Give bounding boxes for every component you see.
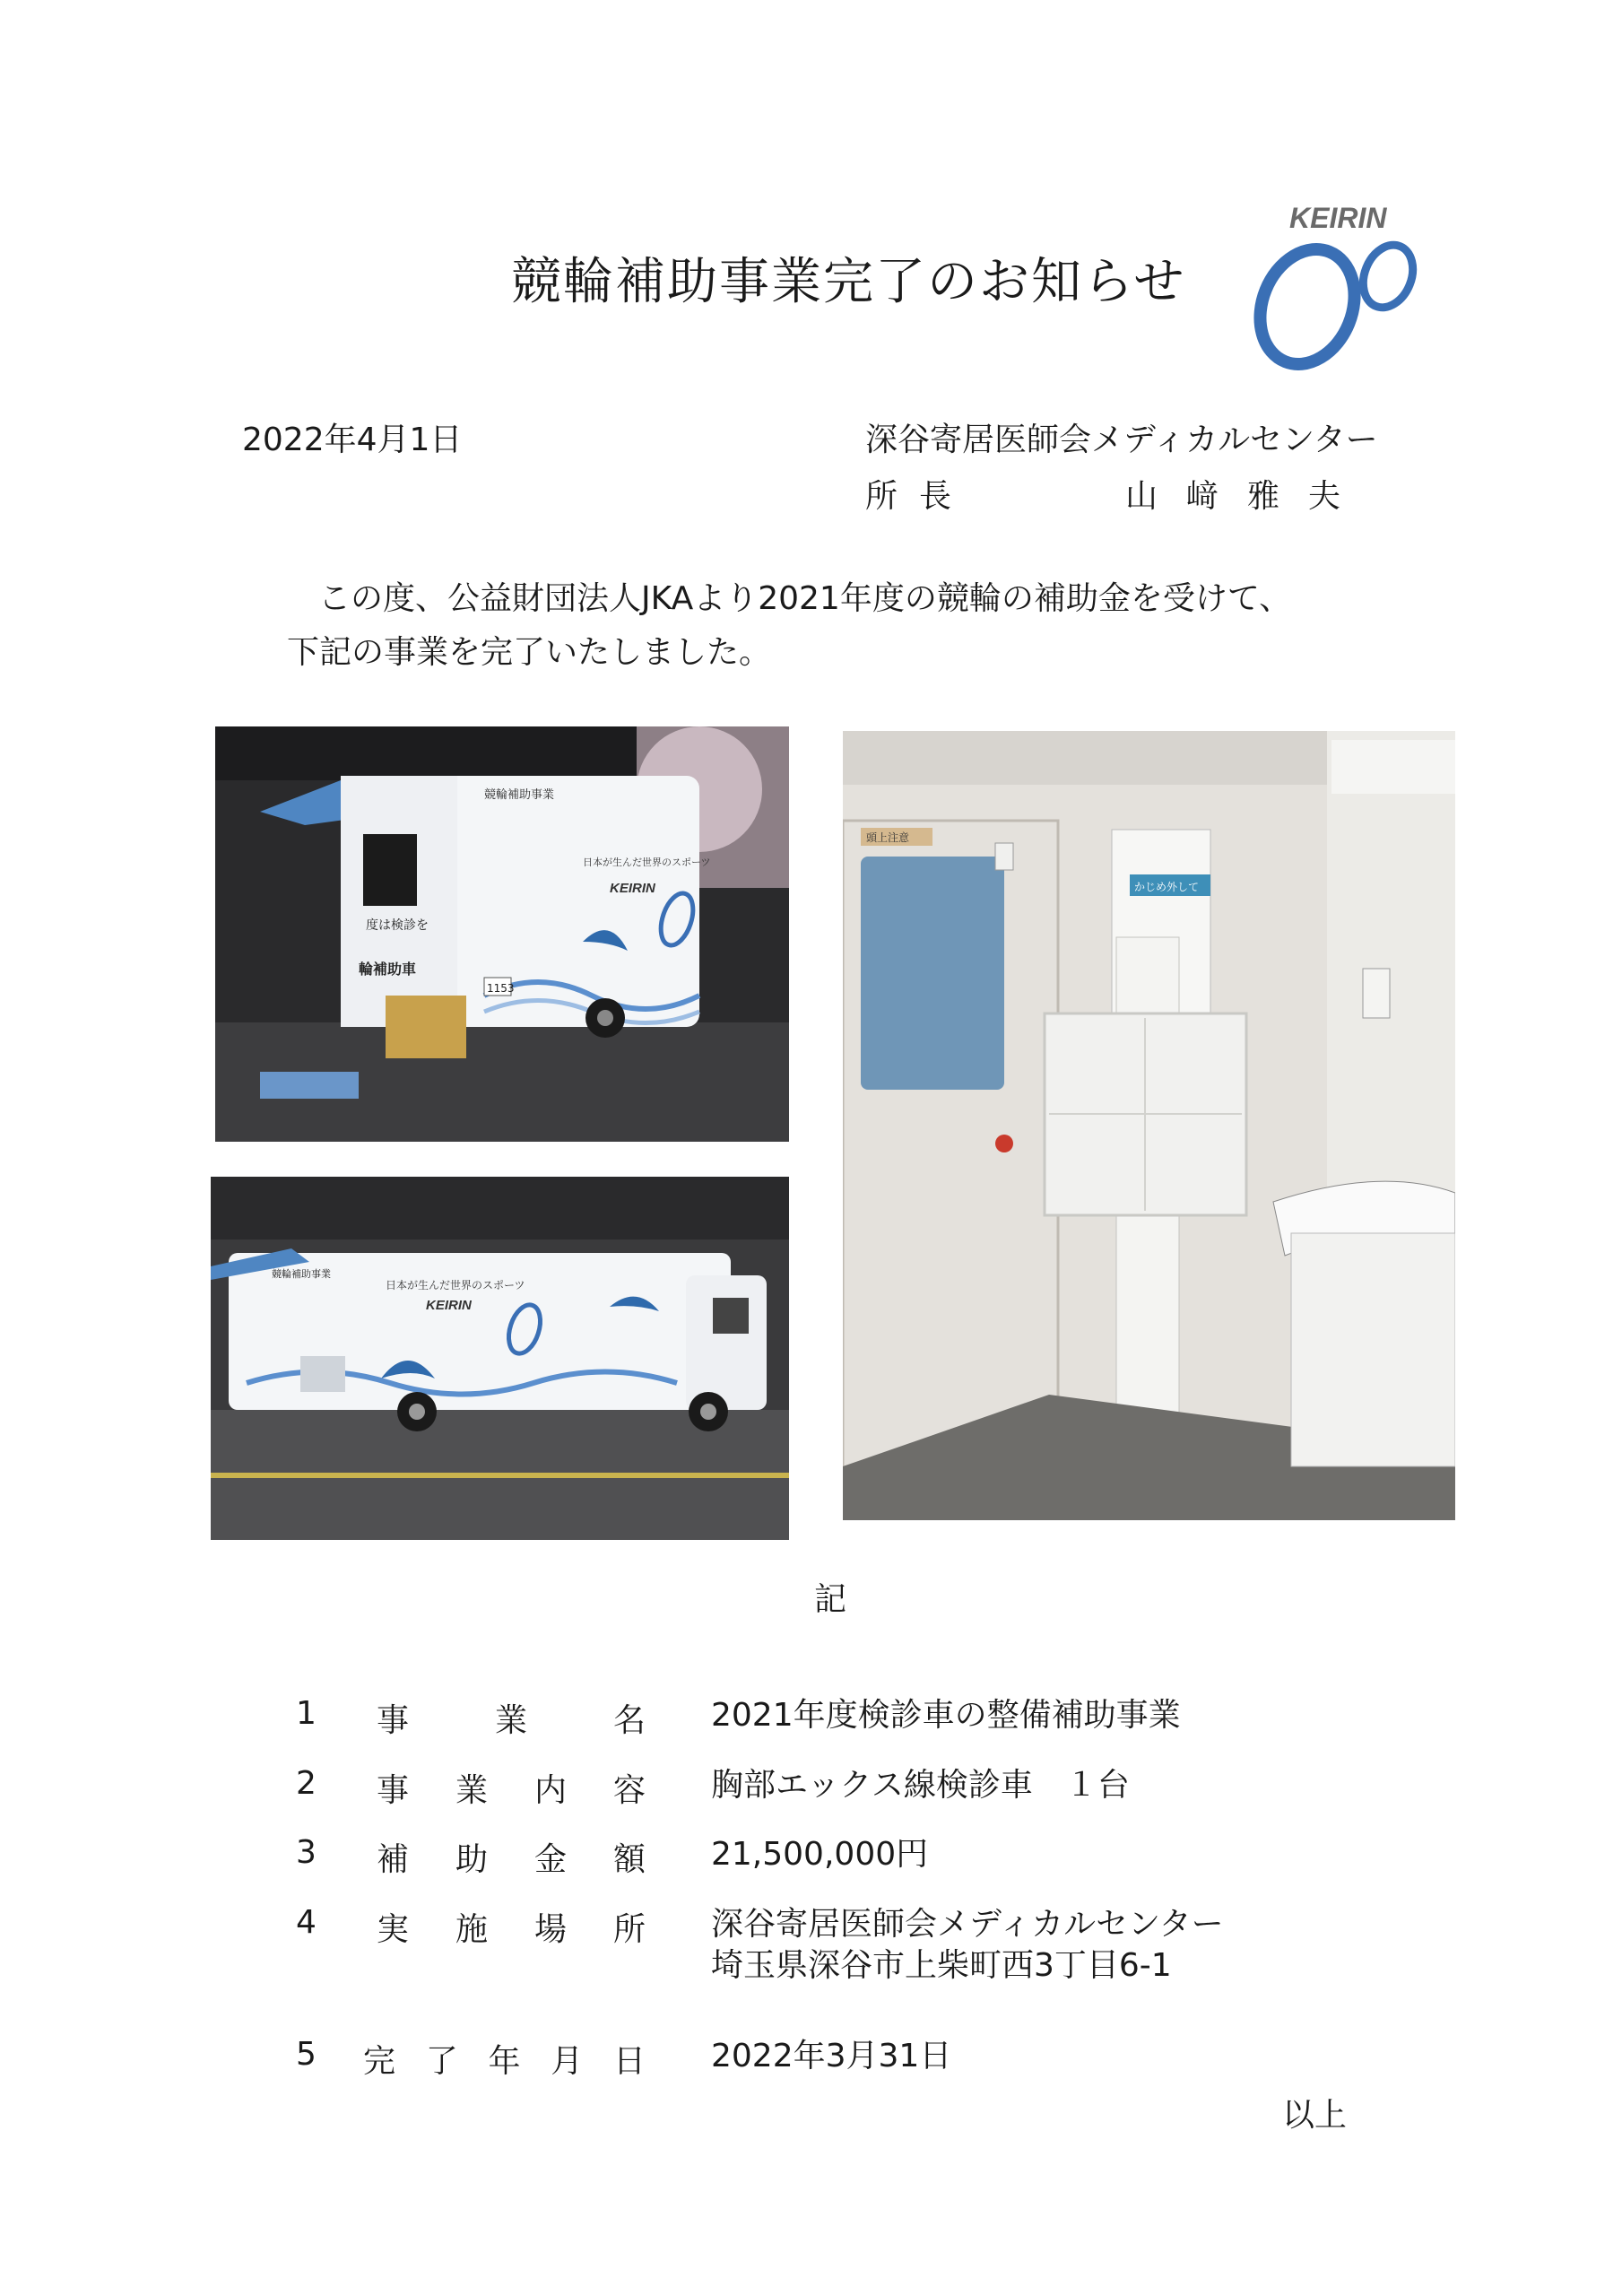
- keirin-rings-logo-icon: [1237, 197, 1453, 377]
- item-value: 21,500,000円: [711, 1836, 929, 1873]
- closing-text: 以上: [1282, 2097, 1348, 2134]
- item-value: 胸部エックス線検診車 １台: [711, 1767, 1130, 1804]
- photo-bus-side: [211, 1177, 789, 1540]
- logo-text: KEIRIN: [1289, 202, 1387, 234]
- rear-text-1: 度は検診を: [366, 918, 429, 933]
- plate-text: 1153: [487, 982, 515, 995]
- item-value: 2021年度検診車の整備補助事業: [711, 1697, 1181, 1734]
- caution-label: 頭上注意: [866, 831, 910, 844]
- roof-sign-text: 競輪補助事業: [484, 788, 555, 802]
- item-number: 1: [296, 1695, 317, 1732]
- item-label: 事 業 名: [377, 1702, 646, 1739]
- roof-sign-text-2: 競輪補助事業: [272, 1268, 331, 1280]
- item-number: 4: [296, 1904, 317, 1941]
- rear-text-2: 輪補助車: [359, 961, 417, 978]
- item-number: 5: [296, 2036, 317, 2073]
- bus-slogan-text-2: 日本が生んだ世界のスポーツ: [386, 1279, 525, 1292]
- keirin-logo: [1237, 197, 1453, 377]
- item-number: 3: [296, 1834, 317, 1871]
- item-label: 実 施 場 所: [377, 1911, 646, 1948]
- device-label: かじめ外して: [1134, 881, 1200, 893]
- director-role: 所長: [865, 478, 974, 515]
- photo-bus-rear: [215, 726, 789, 1142]
- intro-line-1: この度、公益財団法人JKAより2021年度の競輪の補助金を受けて、: [318, 580, 1292, 617]
- bus-brand-text-2: KEIRIN: [426, 1298, 472, 1313]
- issue-date: 2022年4月1日: [242, 422, 463, 458]
- intro-paragraph: [287, 572, 1292, 680]
- organization-name: 深谷寄居医師会メディカルセンター: [865, 422, 1378, 458]
- item-value: 2022年3月31日: [711, 2038, 952, 2074]
- page-title: 競輪補助事業完了のお知らせ: [511, 253, 1186, 311]
- item-number: 2: [296, 1765, 317, 1802]
- intro-line-2: 下記の事業を完了いたしました。: [287, 634, 772, 671]
- item-label: 完 了 年 月 日: [363, 2043, 646, 2080]
- bus-slogan-text: 日本が生んだ世界のスポーツ: [583, 857, 711, 868]
- director-name: 山﨑雅夫: [1125, 478, 1370, 515]
- item-label: 事 業 内 容: [377, 1772, 646, 1809]
- item-label: 補 助 金 額: [377, 1841, 646, 1878]
- item-value: 深谷寄居医師会メディカルセンター 埼玉県深谷市上柴町西3丁目6-1: [711, 1906, 1224, 1984]
- bus-brand-text: KEIRIN: [610, 881, 655, 896]
- photo-interior: [843, 731, 1455, 1520]
- ki-heading: 記: [814, 1581, 847, 1618]
